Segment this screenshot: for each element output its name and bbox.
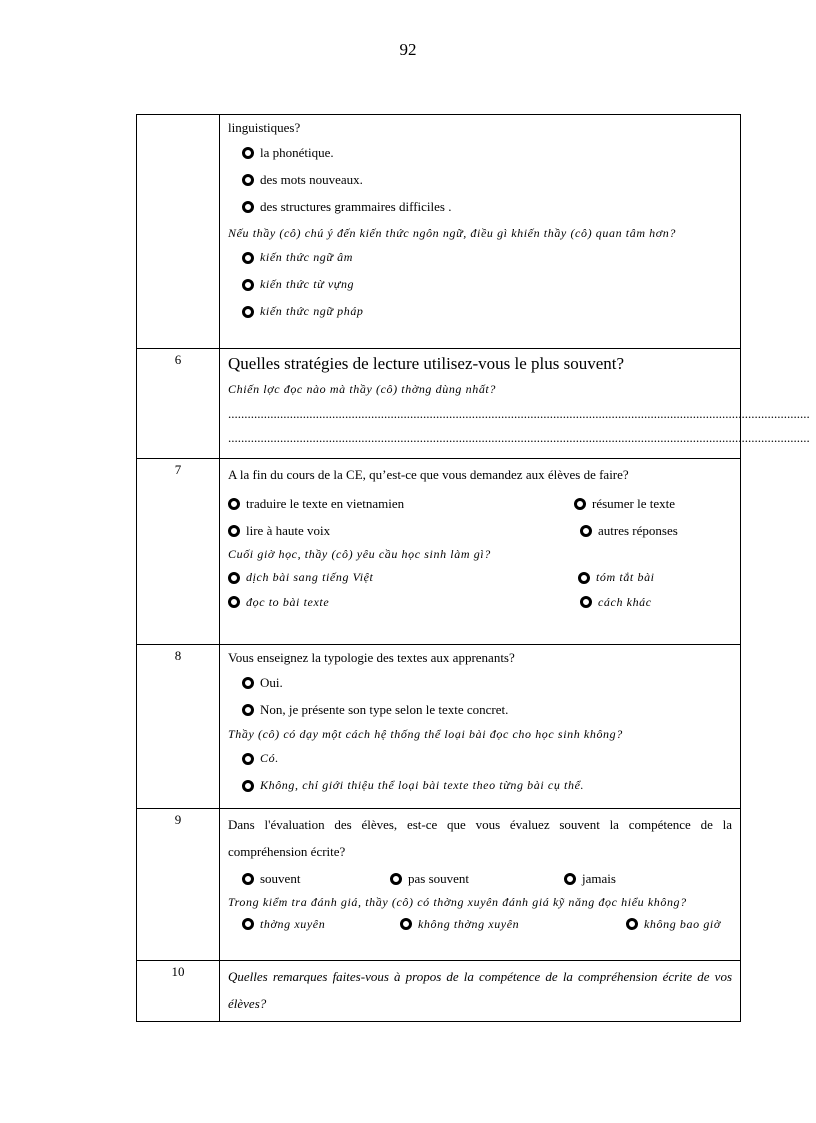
radio-bullet-icon — [564, 873, 576, 885]
option-vi-ngu-am[interactable]: kiến thức ngữ âm — [242, 244, 732, 271]
questionnaire-table — [136, 114, 810, 1022]
radio-bullet-icon — [242, 306, 254, 318]
row-number: 9 — [137, 809, 220, 961]
option-vi-doc-to[interactable]: đọc to bài texte — [228, 591, 329, 613]
question-vietnamese: Thầy (cô) có dạy một cách hệ thống thể loại bài đọc cho học sinh không? — [228, 727, 623, 741]
option-vi-cach-khac[interactable]: cách khác — [580, 591, 732, 613]
radio-bullet-icon — [242, 201, 254, 213]
option-vi-khong[interactable]: Không, chỉ giới thiệu thể loại bài texte theo từng bài cụ thể. — [242, 772, 732, 799]
row-number: 7 — [137, 459, 220, 645]
row-content — [220, 961, 741, 1022]
question-vietnamese: Cuối giờ học, thầy (cô) yêu cầu học sinh làm gì? — [228, 547, 491, 561]
option-vi-co[interactable]: Có. — [242, 745, 732, 772]
table-row — [137, 115, 741, 349]
radio-bullet-icon — [580, 525, 592, 537]
radio-bullet-icon — [242, 252, 254, 264]
radio-bullet-icon — [400, 918, 412, 930]
radio-bullet-icon — [228, 498, 240, 510]
row-number: 10 — [137, 961, 220, 1022]
table-row — [137, 809, 741, 961]
question-continuation: linguistiques? — [228, 120, 301, 135]
radio-bullet-icon — [580, 596, 592, 608]
question-french: Vous enseignez la typologie des textes aux apprenants? — [228, 650, 515, 665]
radio-bullet-icon — [242, 918, 254, 930]
row-number: 8 — [137, 645, 220, 809]
radio-bullet-icon — [242, 147, 254, 159]
table-row — [137, 961, 741, 1022]
question-vietnamese: Chiến lợc đọc nào mà thầy (cô) thờng dùng nhất? — [228, 382, 496, 396]
option-lire[interactable]: lire à haute voix — [228, 517, 330, 544]
option-pas-souvent[interactable]: pas souvent — [390, 865, 564, 892]
question-french: Quelles stratégies de lecture utilisez-vous le plus souvent? — [228, 354, 625, 373]
question-vietnamese: Trong kiểm tra đánh giá, thầy (cô) có thờng xuyên đánh giá kỹ năng đọc hiểu không? — [228, 895, 687, 909]
option-autres[interactable]: autres réponses — [580, 517, 732, 544]
row-content — [220, 459, 741, 645]
radio-bullet-icon — [242, 279, 254, 291]
question-french: Dans l'évaluation des élèves, est-ce que vous évaluez souvent la compétence de la compréhension écrite? — [228, 817, 732, 859]
option-oui[interactable]: Oui. — [242, 669, 732, 696]
option-resumer[interactable]: résumer le texte — [574, 490, 732, 517]
option-traduire[interactable]: traduire le texte en vietnamien — [228, 490, 404, 517]
row-content — [220, 645, 741, 809]
question-french: A la fin du cours de la CE, qu’est-ce que vous demandez aux élèves de faire? — [228, 467, 629, 482]
question-vietnamese: Nếu thầy (cô) chú ý đến kiến thức ngôn ngữ, điều gì khiến thầy (cô) quan tâm hơn? — [228, 226, 676, 240]
option-vi-khong-bao-gio[interactable]: không bao giờ — [626, 912, 721, 936]
row-number: 6 — [137, 349, 220, 459]
radio-bullet-icon — [578, 572, 590, 584]
option-vi-tu-vung[interactable]: kiến thức từ vựng — [242, 271, 732, 298]
radio-bullet-icon — [242, 174, 254, 186]
radio-bullet-icon — [242, 780, 254, 792]
radio-bullet-icon — [242, 873, 254, 885]
option-vi-tom-tat[interactable]: tóm tắt bài — [578, 564, 732, 591]
table-row — [137, 645, 741, 809]
option-phonetique[interactable]: la phonétique. — [242, 139, 732, 166]
row-content — [220, 809, 741, 961]
option-souvent[interactable]: souvent — [242, 865, 390, 892]
answer-line[interactable]: ................................................................................................................................................................................... — [228, 406, 810, 421]
option-vi-khong-thuong-xuyen[interactable]: không thờng xuyên — [400, 912, 626, 936]
answer-line[interactable]: ................................................................................................................................................................................... — [228, 430, 810, 445]
row-number — [137, 115, 220, 349]
option-jamais[interactable]: jamais — [564, 865, 616, 892]
radio-bullet-icon — [228, 596, 240, 608]
question-french: Quelles remarques faites-vous à propos de la compétence de la compréhension écrite de vos élèves? — [228, 969, 732, 1011]
radio-bullet-icon — [242, 677, 254, 689]
page-number: 92 — [399, 40, 417, 59]
table-row — [137, 459, 741, 645]
option-vi-thuong-xuyen[interactable]: thờng xuyên — [242, 912, 400, 936]
radio-bullet-icon — [242, 753, 254, 765]
radio-bullet-icon — [228, 525, 240, 537]
row-content — [220, 115, 741, 349]
radio-bullet-icon — [574, 498, 586, 510]
table-row — [137, 349, 741, 459]
option-vi-dich[interactable]: dịch bài sang tiếng Việt — [228, 564, 374, 591]
option-structures[interactable]: des structures grammaires difficiles . — [242, 193, 732, 220]
row-content — [220, 349, 810, 459]
radio-bullet-icon — [228, 572, 240, 584]
radio-bullet-icon — [242, 704, 254, 716]
radio-bullet-icon — [626, 918, 638, 930]
option-non[interactable]: Non, je présente son type selon le texte concret. — [242, 696, 732, 723]
radio-bullet-icon — [390, 873, 402, 885]
option-mots-nouveaux[interactable]: des mots nouveaux. — [242, 166, 732, 193]
option-vi-ngu-phap[interactable]: kiến thức ngữ pháp — [242, 298, 732, 325]
